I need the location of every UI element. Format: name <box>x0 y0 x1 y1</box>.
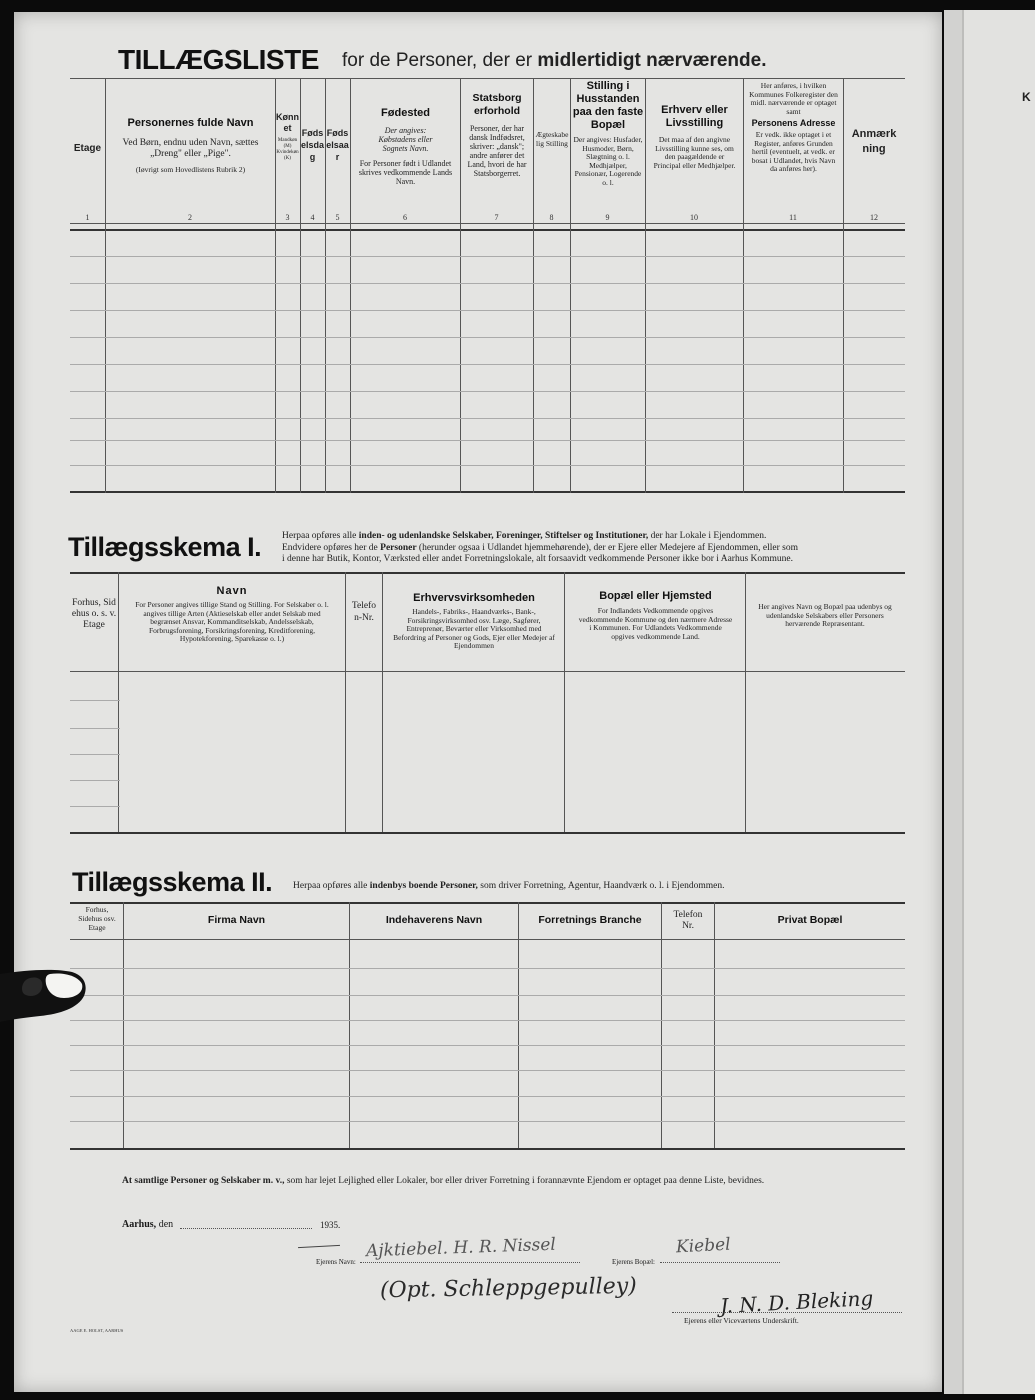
title-rest-text: for de Personer, der er <box>342 50 533 71</box>
owner-address-label: Ejerens Bopæl: <box>612 1258 655 1266</box>
skema1-col-etage: Forhus, Sidehus o. s. v. Etage <box>71 598 117 630</box>
col-num-9: 9 <box>605 213 610 222</box>
col-num-2: 2 <box>188 213 192 222</box>
skema2-col-branche: Forretnings Branche <box>538 914 642 926</box>
city: Aarhus, <box>122 1219 157 1230</box>
col-gender-header <box>276 112 299 162</box>
date-line <box>122 1219 173 1230</box>
skema1-col-navn <box>122 585 342 644</box>
skema1-erhverv-sub: Handels-, Fabriks-, Haandværks-, Bank-, Forsikringsvirksomhed osv. Læge, Sagfører, Entreprenør, Beværter eller Virksomhed med Befordring af Personer og Gods, Ejer eller Medejer af Ejendommen <box>393 607 555 650</box>
col-name-sub2: (Iøvrigt som Hovedlistens Rubrik 2) <box>135 165 246 174</box>
col-name-title: Personernes fulde Navn <box>127 117 254 129</box>
skema2-col-indehaver: Indehaverens Navn <box>385 914 483 926</box>
footer-statement: At samtlige Personer og Selskaber m. v., som har lejet Lejlighed eller Lokaler, bor eller driver Forretning i forannævnte Ejendom er optaget paa denne Liste, bevidnes. <box>122 1176 765 1186</box>
thumb-shape <box>0 968 90 1026</box>
col-gender-title: Kønnet <box>276 112 299 133</box>
col-birthyear-header: Fødselsaar <box>326 128 349 162</box>
skema2-col-etage: Forhus, Sidehus osv. Etage <box>78 905 116 932</box>
col-household-header <box>572 80 644 187</box>
col-num-6: 6 <box>403 213 407 222</box>
title-main: TILLÆGSLISTE <box>118 44 319 75</box>
next-page-letter: K <box>1022 90 1031 104</box>
col-occupation-header <box>647 104 742 170</box>
col-etage-header: Etage <box>73 143 102 154</box>
skema2-col-bopael: Privat Bopæl <box>777 914 843 926</box>
col-citizenship-header <box>462 92 532 178</box>
skema2-col-firma: Firma Navn <box>207 914 266 926</box>
page-title <box>118 44 319 76</box>
col-birthplace-sub: Der angives: Købstadens eller Sognets Navn. <box>378 126 433 153</box>
signature-label: Ejerens eller Viceværtens Underskrift. <box>684 1316 799 1325</box>
skema1-col-erhverv <box>386 592 562 651</box>
col-address-pre: Her anføres, i hvilken Kommunes Folkeregister den midl. nærværende er optaget samt <box>749 81 838 116</box>
col-household-sub: Der angives: Husfader, Husmoder, Børn, Slægtning o. l. Medhjælper, Pensionær, Logerende o. l. <box>573 135 643 187</box>
skema1-navn-title: Navn <box>216 585 248 597</box>
skema2-col-telefon: Telefon Nr. <box>673 910 703 931</box>
skema1-col-telefon: Telefon-Nr. <box>351 601 377 623</box>
col-occupation-sub: Det maa af den angivne Livsstilling kunne ses, om den paagældende er Principal eller Medhjælper. <box>653 135 736 170</box>
col-birthplace-title: Fødested <box>381 107 430 119</box>
skema2-description: Herpaa opføres alle indenbys boende Personer, som driver Forretning, Agentur, Haandværk o. l. i Ejendommen. <box>293 881 725 891</box>
hw-owner-name: Ajktiebel. H. R. Nissel <box>365 1234 557 1262</box>
skema1-col-repr: Her angives Navn og Bopæl paa udenbys og udenlandske Selskabers eller Personers herværende Repræsentant. <box>758 602 892 628</box>
skema2-title: Tillægsskema II. <box>72 867 273 897</box>
skema1-col-bopael <box>568 590 743 641</box>
skema1-navn-sub: For Personer angives tillige Stand og Stilling. For Selskaber o. l. angives tillige Arten (Aktieselskab eller andet Selskab med begrænset Ansvar, Kommanditselskab, Andelsselskab, Forbrugsforening, Forsikringsforening, Kreditforening, Hypotekforening, Sparekasse o. l.) <box>135 600 329 643</box>
col-num-7: 7 <box>494 213 499 222</box>
col-num-8: 8 <box>549 213 554 222</box>
next-page-edge <box>944 10 1035 1394</box>
owner-name-label: Ejerens Navn: <box>316 1258 356 1266</box>
col-num-3: 3 <box>285 213 290 222</box>
col-remarks-header: Anmærkning <box>851 128 897 155</box>
year: 1935. <box>320 1220 341 1230</box>
skema1-bopael-sub: For Indlandets Vedkommende opgives vedkommende Kommune og den nærmere Adresse i Kommunen. For Udlandets Vedkommende opgives vedkommende Land. <box>578 606 733 641</box>
col-num-10: 10 <box>690 213 698 222</box>
col-num-12: 12 <box>870 213 878 222</box>
title-bold-text: midlertidigt nærværende. <box>537 50 767 71</box>
col-household-title: Stilling i Husstanden paa den faste Bopæl <box>572 80 644 131</box>
den-label: den <box>158 1219 174 1230</box>
col-address-title: Personens Adresse <box>751 118 836 128</box>
col-citizenship-sub: Personer, der har dansk Indfødsret, skriver: „dansk"; andre anfører det Land, hvori de har Statsborgerret. <box>467 124 527 178</box>
hw-parenthetical: (Opt. Schleppgepulley) <box>379 1273 637 1304</box>
col-address-header <box>745 82 842 174</box>
col-birthplace-header <box>353 107 458 186</box>
col-name-sub: Ved Børn, endnu uden Navn, sættes „Dreng" eller „Pige". <box>122 138 259 159</box>
col-marital-header: Ægteskabelig Stilling <box>535 130 569 148</box>
skema1-title: Tillægsskema I. <box>68 532 262 562</box>
col-address-sub: Er vedk. ikke optaget i et Register, anføres Grunden hertil (eventuelt, at vedk. er bosat i Udlandet, hvis Navn da anføres her). <box>751 130 836 173</box>
col-gender-sub: Mandkøn (M) Kvindekøn (K) <box>276 138 299 161</box>
col-num-5: 5 <box>335 213 340 222</box>
skema1-description: Herpaa opføres alle inden- og udenlandske Selskaber, Foreninger, Stiftelser og Institutioner, der har Lokale i Ejendommen. Endvidere opføres her de Personer (herunder ogsaa i Udlandet hjemmehørende), der er Ejere eller Medejere af Ejendommen, eller som i denne har Butik, Kontor, Værksted eller andet Forretningslokale, alt forsaavidt vedkommende Personer ikke bor i Aarhus Kommune. <box>282 531 798 564</box>
col-num-4: 4 <box>310 213 315 222</box>
printer-imprint: AAGE E. HOLST, AARHUS <box>70 1328 124 1333</box>
col-birthplace-sub2: For Personer født i Udlandet skrives vedkommende Lands Navn. <box>358 159 453 186</box>
skema1-bopael-title: Bopæl eller Hjemsted <box>599 590 712 602</box>
hw-signature: J. N. D. Bleking <box>719 1286 874 1318</box>
title-rest <box>342 50 767 72</box>
col-num-11: 11 <box>789 213 797 222</box>
col-occupation-title: Erhverv eller Livsstilling <box>661 104 728 129</box>
col-citizenship-title: Statsborgerforhold <box>472 92 522 117</box>
skema1-erhverv-title: Erhvervsvirksomheden <box>413 592 535 604</box>
col-birthday-header: Fødselsdag <box>301 128 325 162</box>
col-num-1: 1 <box>85 213 90 222</box>
col-name-header <box>108 117 273 174</box>
hw-owner-address: Kiebel <box>675 1234 732 1258</box>
